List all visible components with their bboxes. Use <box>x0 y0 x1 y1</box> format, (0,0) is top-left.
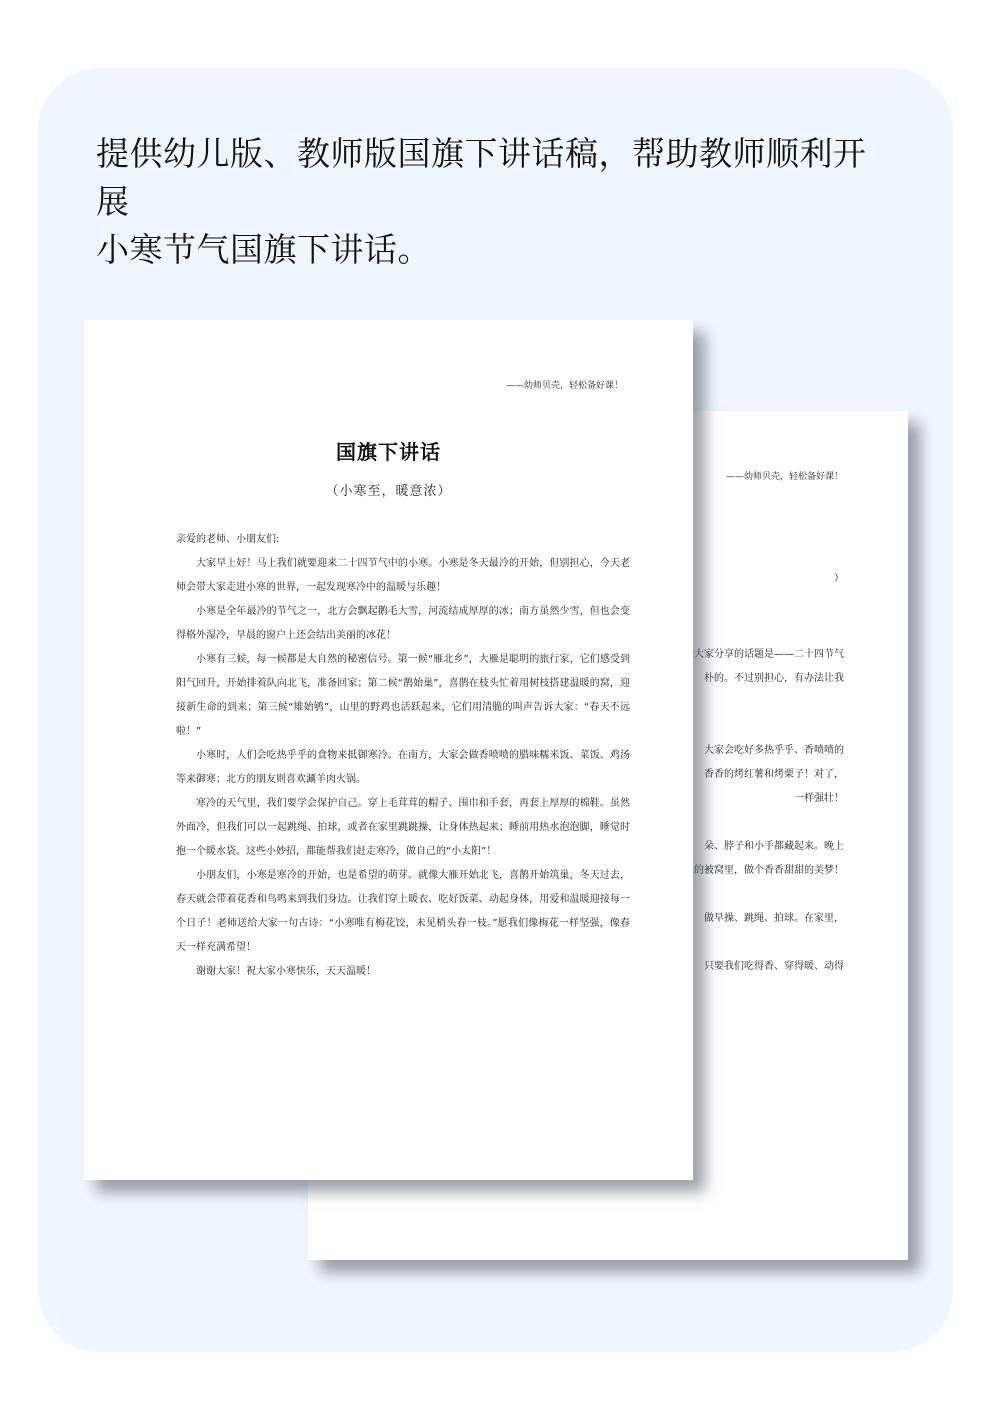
paragraph: 小朋友们，小寒是寒冷的开始，也是希望的萌芽。就像大雁开始北飞，喜鹊开始筑巢，冬天过去，春天就会带着花香和鸟鸣来到我们身边。让我们穿上暖衣、吃好饭菜、动起身体，用爱和温暖迎接每一个日子！老师送给大家一句古诗：“小寒唯有梅花饺，未见梢头春一枝。”愿我们像梅花一样坚强，像春天一样充满希望！ <box>176 870 630 953</box>
greeting: 亲爱的老师、小朋友们: <box>176 534 280 545</box>
back-page-text-line: 只要我们吃得香、穿得暖、动得 <box>704 961 844 972</box>
back-page-text-line: 朵、脖子和小手都藏起来。晚上 <box>704 841 844 852</box>
headline <box>96 130 896 274</box>
paragraph: 谢谢大家！祝大家小寒快乐，天天温暖！ <box>196 966 376 977</box>
headline-line-1: 提供幼儿版、教师版国旗下讲话稿，帮助教师顺利开展 <box>96 134 867 221</box>
paragraph: 小寒有三候，每一候都是大自然的秘密信号。第一候“雁北乡”，大雁是聪明的旅行家，它们感受到阳气回升，开始排着队向北飞，准备回家；第二候“鹊始巢”，喜鹊在枝头忙着用树枝搭建温暖的窝，迎接新生命的到来；第三候“雉始鸲”，山里的野鸡也活跃起来，它们用清脆的叫声告诉大家：“春天不远啦！” <box>176 654 630 737</box>
headline-line-2: 小寒节气国旗下讲话。 <box>96 230 431 269</box>
paragraph: 大家早上好！马上我们就要迎来二十四节气中的小寒。小寒是冬天最冷的开始，但别担心，今天老师会带大家走进小寒的世界，一起发现寒冷中的温暖与乐趣！ <box>176 558 630 593</box>
back-page-text-line: 一样强壮！ <box>794 793 844 804</box>
document-body <box>176 528 630 984</box>
document-title: 国旗下讲话 <box>336 440 441 464</box>
document-subtitle: （小寒至，暖意浓） <box>325 484 452 499</box>
back-page-text-line: 做早操、跳绳、拍球。在家里， <box>704 913 844 924</box>
page-slogan: ——幼师贝壳，轻松备好课！ <box>726 472 844 482</box>
back-page-text-line: 朴的。不过别担心，有办法让我 <box>704 673 844 684</box>
paragraph: 小寒是全年最冷的节气之一，北方会飘起鹅毛大雪，河流结成厚厚的冰；南方虽然少雪，但也会变得格外湿冷，早晨的窗户上还会结出美丽的冰花！ <box>176 606 630 641</box>
back-page-text-line: 大家分享的话题是——二十四节气 <box>694 649 844 660</box>
back-page-text-line: 香香的烤红薯和烤栗子！对了， <box>704 769 844 780</box>
page-slogan: ——幼师贝壳，轻松备好课！ <box>505 381 623 391</box>
paragraph: 寒冷的天气里，我们要学会保护自己。穿上毛茸茸的帽子、围巾和手套，再套上厚厚的棉鞋。虽然外面冷，但我们可以一起跳绳、拍球，或者在家里跳跳操，让身体热起来；睡前用热水泡泡脚，睡觉时抱一个暖水袋。这些小妙招，都能帮我们赶走寒冷，做自己的“小太阳”！ <box>176 798 630 857</box>
back-page-text-line: ） <box>834 573 844 584</box>
paragraph: 小寒时，人们会吃热乎乎的食物来抵御寒冷。在南方，大家会做香喷喷的腊味糯米饭、菜饭、鸡汤等来御寒；北方的朋友则喜欢涮羊肉火锅。 <box>176 750 630 785</box>
back-page-text-line: 的被窝里，做个香香甜甜的美梦！ <box>694 865 844 876</box>
back-page-text-line: 大家会吃好多热乎乎、香喷喷的 <box>704 745 844 756</box>
document-page-front <box>84 320 693 1180</box>
